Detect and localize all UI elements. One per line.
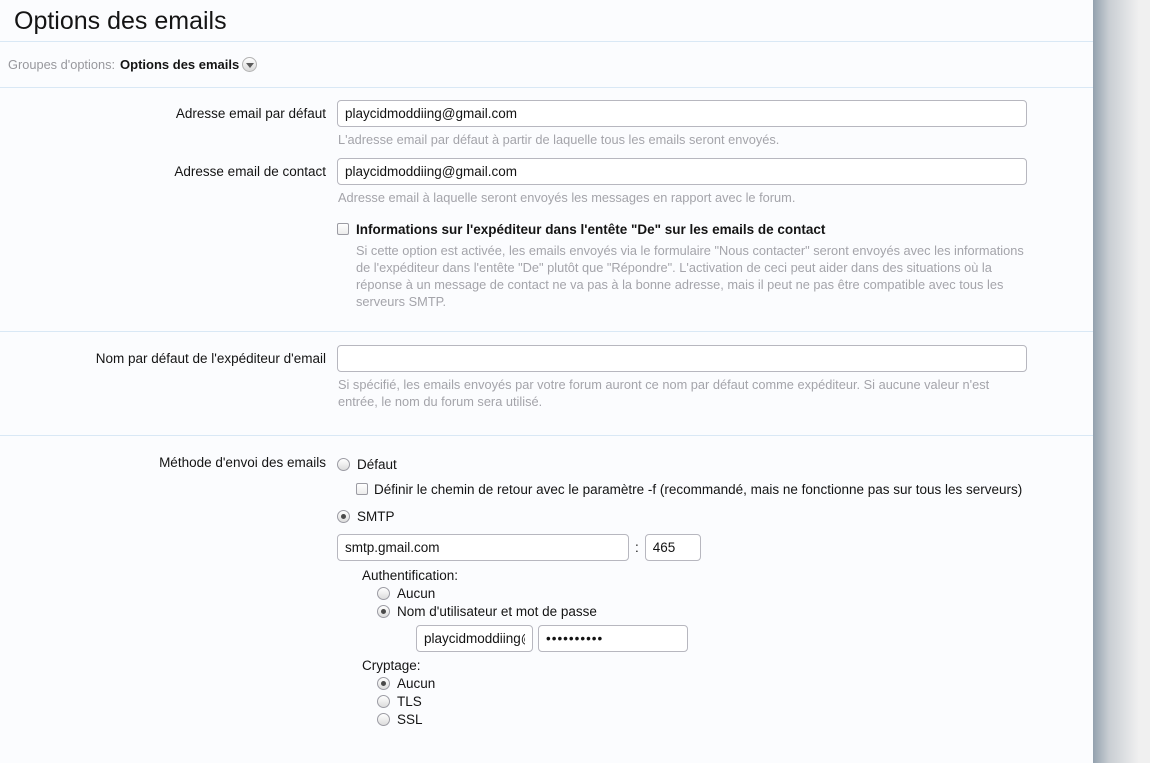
transport-smtp-radio[interactable] <box>337 510 350 523</box>
field-row-transport <box>0 454 1093 730</box>
smtp-host-input[interactable] <box>337 534 629 561</box>
encryption-none-label: Aucun <box>397 676 436 691</box>
sender-name-input[interactable] <box>337 345 1027 372</box>
contact-email-input[interactable] <box>337 158 1027 185</box>
transport-label: Méthode d'envoi des emails <box>159 455 326 470</box>
encryption-label: Cryptage: <box>362 658 421 673</box>
contact-from-sender-label: Informations sur l'expéditeur dans l'entête "De" sur les emails de contact <box>356 222 826 237</box>
field-row-default-email <box>0 100 1093 148</box>
auth-none-radio[interactable] <box>377 587 390 600</box>
auth-userpass-label: Nom d'utilisateur et mot de passe <box>397 604 597 619</box>
chevron-down-icon[interactable] <box>242 57 257 72</box>
encryption-none-radio[interactable] <box>377 677 390 690</box>
content-right-shadow <box>1093 0 1139 763</box>
encryption-ssl-radio[interactable] <box>377 713 390 726</box>
transport-smtp-label: SMTP <box>357 509 395 524</box>
default-email-label: Adresse email par défaut <box>175 106 326 121</box>
contact-from-sender-explanation: Si cette option est activée, les emails envoyés via le formulaire "Nous contacter" seront envoyés avec les informations de l'expéditeur dans l'entête "De" plutôt que "Répondre". L'activation de ceci peut aider dans des situations où la réponse à un message de contact ne va pas à la bonne adresse, mais il peut ne pas être compatible avec tous les serveurs SMTP. <box>356 243 1024 309</box>
smtp-username-input[interactable] <box>416 625 533 652</box>
encryption-ssl-label: SSL <box>397 712 423 727</box>
option-group-label: Groupes d'options: <box>8 57 116 72</box>
encryption-tls-option <box>377 694 1093 709</box>
smtp-host-row <box>337 534 1093 561</box>
contact-email-hint: Adresse email à laquelle seront envoyés les messages en rapport avec le forum. <box>338 190 796 205</box>
auth-userpass-radio[interactable] <box>377 605 390 618</box>
default-email-input[interactable] <box>337 100 1027 127</box>
encryption-ssl-option <box>377 712 1093 727</box>
transport-default-radio[interactable] <box>337 458 350 471</box>
auth-label: Authentification: <box>362 568 459 583</box>
transport-smtp-option <box>337 509 1093 524</box>
smtp-port-input[interactable] <box>645 534 701 561</box>
contact-from-sender-checkbox[interactable] <box>337 223 349 235</box>
transport-default-label: Défaut <box>357 457 397 472</box>
auth-userpass-option <box>377 604 1093 619</box>
sender-name-hint: Si spécifié, les emails envoyés par votre forum auront ce nom par défaut comme expéditeur. Si aucune valeur n'est entrée, le nom du forum sera utilisé. <box>338 377 990 409</box>
sender-name-label: Nom par défaut de l'expéditeur d'email <box>95 351 326 366</box>
section-sender-name <box>0 332 1093 435</box>
field-row-sender-name <box>0 345 1093 410</box>
transport-default-option <box>337 457 1093 472</box>
option-group-value[interactable]: Options des emails <box>120 57 240 72</box>
field-row-contact-email <box>0 158 1093 206</box>
smtp-password-input[interactable] <box>538 625 688 652</box>
encryption-tls-radio[interactable] <box>377 695 390 708</box>
auth-none-option <box>377 586 1093 601</box>
auth-none-label: Aucun <box>397 586 436 601</box>
port-separator: : <box>635 540 639 555</box>
return-path-option <box>356 481 1034 499</box>
encryption-tls-label: TLS <box>397 694 422 709</box>
spacer <box>0 221 337 310</box>
contact-email-label: Adresse email de contact <box>174 164 326 179</box>
encryption-none-option <box>377 676 1093 691</box>
default-email-hint: L'adresse email par défaut à partir de laquelle tous les emails seront envoyés. <box>338 132 780 147</box>
page-title: Options des emails <box>14 7 227 35</box>
return-path-label: Définir le chemin de retour avec le paramètre -f (recommandé, mais ne fonctionne pas sur tous les serveurs) <box>374 482 1023 497</box>
section-transport <box>0 436 1093 730</box>
field-row-contact-from-sender <box>0 221 1093 310</box>
return-path-checkbox[interactable] <box>356 483 368 495</box>
credentials-row <box>416 625 1093 652</box>
option-group-selector-row <box>0 42 1093 87</box>
section-email-addresses <box>0 88 1093 331</box>
